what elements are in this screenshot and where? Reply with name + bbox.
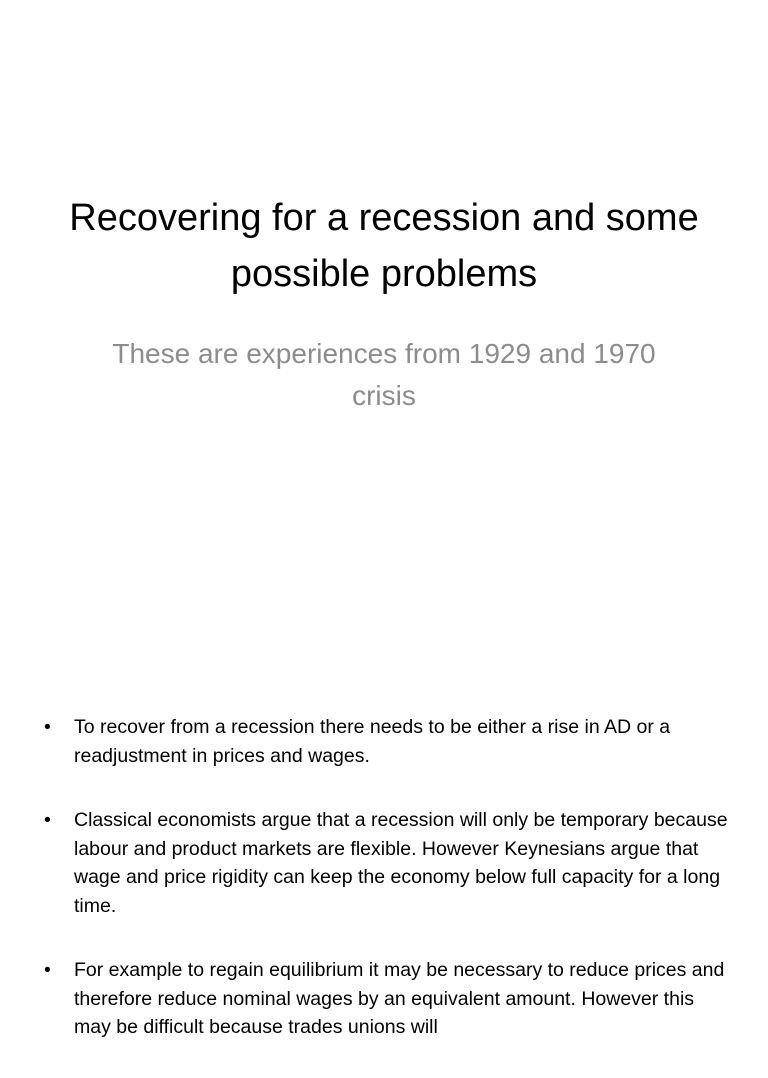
slide-title: Recovering for a recession and some possible problems (69, 197, 699, 295)
bullet-text: Classical economists argue that a recession will only be temporary because labour and product markets are flexible. However Keynesians argue that wage and price rigidity can keep the economy below full capacity for a long time. (74, 809, 728, 917)
bullet-marker: • (44, 716, 51, 738)
bullet-marker: • (44, 809, 51, 831)
slide-subtitle: These are experiences from 1929 and 1970 crisis (112, 338, 656, 411)
bullet-list (0, 713, 768, 1078)
bullet-text: To recover from a recession there needs to be either a rise in AD or a readjustment in prices and wages. (74, 716, 671, 767)
bullet-item (0, 713, 768, 770)
bullet-item (0, 956, 768, 1042)
bullet-text: For example to regain equilibrium it may be necessary to reduce prices and therefore reduce nominal wages by an equivalent amount. However this may be difficult because trades unions will (74, 959, 725, 1038)
bullet-marker: • (44, 959, 51, 981)
bullet-item (0, 806, 768, 920)
